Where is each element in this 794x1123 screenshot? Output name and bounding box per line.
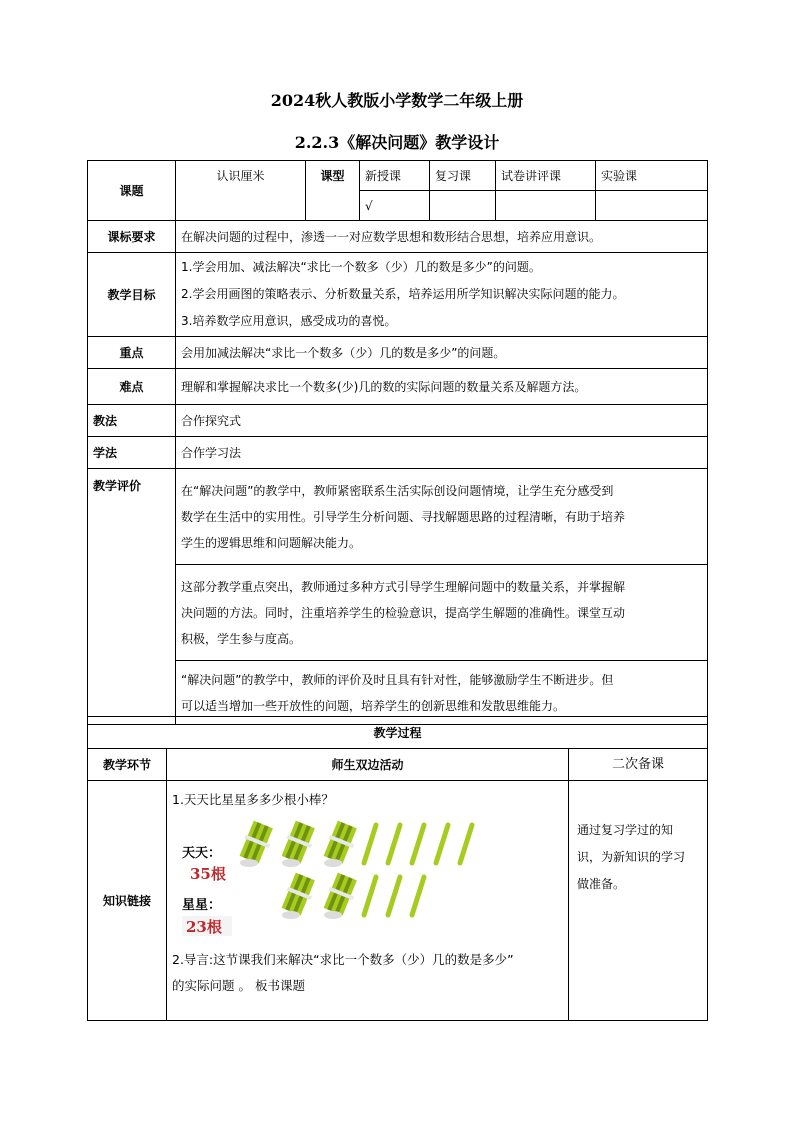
notes-cell bbox=[569, 781, 708, 1021]
stage-column-header: 教学环节 bbox=[88, 749, 167, 781]
eval-line: 可以适当增加一些开放性的问题，培养学生的创新思维和发散思维能力。 bbox=[181, 698, 566, 713]
type-option-new: 新授课 bbox=[360, 161, 430, 191]
eval-line: 决问题的方法。同时，注重培养学生的检验意识，提高学生解题的准确性。课堂互动 bbox=[181, 605, 626, 620]
document-title: 2024秋人教版小学数学二年级上册 bbox=[270, 91, 524, 110]
single-stick bbox=[436, 825, 448, 863]
goals-cell bbox=[176, 253, 708, 337]
note-line: 通过复习学过的知 bbox=[577, 823, 674, 837]
key-value: 会用加减法解决“求比一个数多（少）几的数是多少”的问题。 bbox=[176, 337, 708, 369]
eval-paragraph bbox=[176, 469, 708, 565]
goal-item: 3.培养数学应用意识，感受成功的喜悦。 bbox=[181, 314, 397, 328]
notes-column-header: 二次备课 bbox=[569, 749, 708, 781]
activity-cell bbox=[167, 781, 569, 1021]
difficulty-label: 难点 bbox=[88, 369, 176, 405]
type-option-test: 试卷讲评课 bbox=[496, 161, 596, 191]
type-empty-1 bbox=[430, 191, 496, 221]
xingxing-count: 23根 bbox=[186, 918, 222, 936]
goals-label: 教学目标 bbox=[88, 253, 176, 337]
question-text: 1.天天比星星多多少根小棒？ bbox=[172, 792, 334, 807]
note-line: 做准备。 bbox=[577, 877, 626, 891]
tiantian-count: 35根 bbox=[190, 865, 226, 883]
type-option-lab: 实验课 bbox=[596, 161, 708, 191]
eval-line: 这部分教学重点突出，教师通过多种方式引导学生理解问题中的数量关系，并掌握解 bbox=[181, 579, 626, 594]
type-empty-2 bbox=[496, 191, 596, 221]
stick-bundle bbox=[324, 821, 357, 867]
process-table bbox=[87, 716, 708, 1021]
intro-text-line: 2.导言:这节课我们来解决“求比一个数多（少）几的数是多少” bbox=[172, 952, 514, 967]
note-line: 识，为新知识的学习 bbox=[577, 850, 686, 864]
single-stick bbox=[388, 877, 400, 915]
difficulty-value: 理解和掌握解决求比一个数多(少)几的数的实际问题的数量关系及解题方法。 bbox=[176, 369, 708, 405]
eval-line: 学生的逻辑思维和问题解决能力。 bbox=[181, 535, 362, 550]
topic-value: 认识厘米 bbox=[176, 161, 306, 221]
single-stick bbox=[412, 877, 424, 915]
method-label: 教法 bbox=[88, 405, 176, 437]
type-empty-3 bbox=[596, 191, 708, 221]
type-label: 课型 bbox=[306, 161, 360, 221]
goal-item: 1.学会用加、减法解决“求比一个数多（少）几的数是多少”的问题。 bbox=[181, 260, 541, 274]
stick-layer bbox=[240, 821, 472, 919]
single-stick bbox=[364, 877, 376, 915]
type-option-review: 复习课 bbox=[430, 161, 496, 191]
type-check-mark: √ bbox=[360, 191, 430, 221]
single-stick bbox=[388, 825, 400, 863]
eval-paragraph bbox=[176, 661, 708, 725]
method-value: 合作探究式 bbox=[176, 405, 708, 437]
learning-value: 合作学习法 bbox=[176, 437, 708, 469]
stick-bundle bbox=[282, 821, 315, 867]
tiantian-label: 天天： bbox=[182, 846, 222, 861]
eval-paragraph bbox=[176, 565, 708, 661]
single-stick bbox=[364, 825, 376, 863]
single-stick bbox=[460, 825, 472, 863]
counting-sticks-illustration bbox=[178, 819, 568, 937]
activity-column-header: 师生双边活动 bbox=[167, 749, 569, 781]
standard-value: 在解决问题的过程中，渗透一一对应数学思想和数形结合思想，培养应用意识。 bbox=[176, 221, 708, 253]
eval-line: 在“解决问题”的教学中，教师紧密联系生活实际创设问题情境，让学生充分感受到 bbox=[181, 483, 614, 498]
process-title: 教学过程 bbox=[88, 717, 708, 749]
eval-line: 数学在生活中的实用性。引导学生分析问题、寻找解题思路的过程清晰，有助于培养 bbox=[181, 509, 626, 524]
document-subtitle: 2.2.3《解决问题》教学设计 bbox=[294, 133, 500, 152]
goal-item: 2.学会用画图的策略表示、分析数量关系，培养运用所学知识解决实际问题的能力。 bbox=[181, 287, 625, 301]
single-stick bbox=[412, 825, 424, 863]
intro-text-line: 的实际问题 。 板书课题 bbox=[172, 978, 305, 993]
stick-bundle bbox=[282, 873, 315, 919]
topic-label: 课题 bbox=[88, 161, 176, 221]
key-label: 重点 bbox=[88, 337, 176, 369]
xingxing-label: 星星： bbox=[182, 898, 222, 913]
stage-knowledge-link: 知识链接 bbox=[88, 781, 167, 1021]
eval-line: 积极，学生参与度高。 bbox=[181, 631, 302, 646]
standard-label: 课标要求 bbox=[88, 221, 176, 253]
learning-label: 学法 bbox=[88, 437, 176, 469]
info-table bbox=[87, 160, 708, 725]
stick-bundle bbox=[240, 821, 273, 867]
stick-bundle bbox=[324, 873, 357, 919]
eval-line: “解决问题”的教学中，教师的评价及时且具有针对性，能够激励学生不断进步。但 bbox=[181, 672, 614, 687]
eval-label: 教学评价 bbox=[88, 469, 176, 725]
